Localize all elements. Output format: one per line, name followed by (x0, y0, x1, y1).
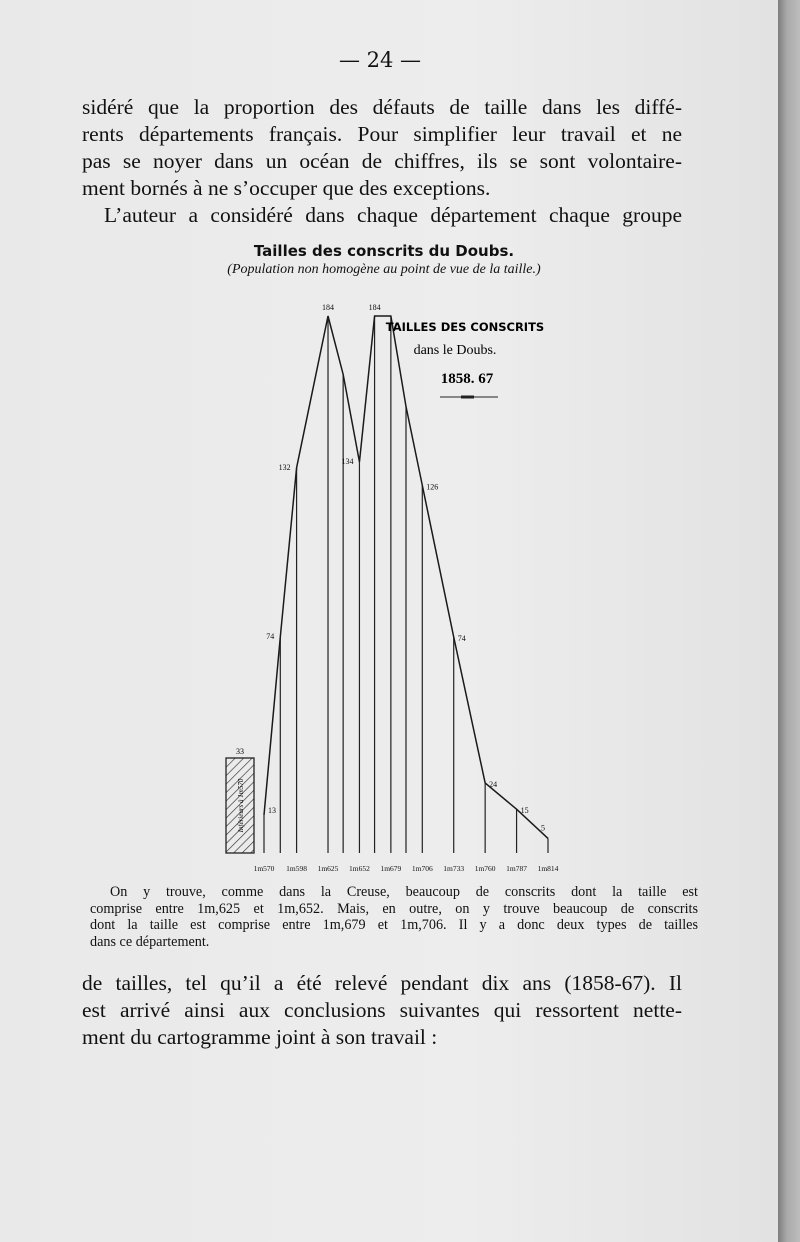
point-label: 132 (278, 462, 291, 472)
x-tick-label: 1m570 (253, 864, 275, 873)
caption-line: dont la taille est comprise entre 1m,679 et 1m,706. Il y a donc deux types de tailles (90, 917, 698, 933)
text-line: sidéré que la proportion des défauts de taille dans les diffé- (82, 95, 682, 119)
point-label: 126 (426, 482, 439, 492)
point-label: 74 (266, 632, 275, 642)
x-tick-label: 1m733 (443, 864, 465, 873)
point-label: 74 (457, 634, 466, 644)
inset-years: 1858. 67 (440, 371, 494, 387)
x-tick-label: 1m625 (317, 864, 339, 873)
text-line: ment bornés à ne s’occuper que des exceptions. (82, 176, 491, 200)
x-tick-label: 1m652 (349, 864, 370, 873)
caption-line: comprise entre 1m,625 et 1m,652. Mais, en outre, on y trouve beaucoup de conscrits (90, 900, 698, 917)
point-label: 13 (268, 806, 276, 816)
x-tick-label: 1m706 (411, 864, 433, 873)
figure-subtitle: (Population non homogène au point de vue de la taille.) (227, 262, 541, 277)
point-label: 24 (489, 779, 498, 789)
point-label: 15 (520, 806, 529, 816)
x-tick-label: 1m598 (286, 864, 308, 873)
figure-title: Tailles des conscrits du Doubs. (253, 242, 515, 260)
vertical-lines (264, 316, 548, 853)
inset-title (386, 320, 544, 399)
point-label: 134 (341, 456, 354, 466)
inset-title-line2: dans le Doubs. (413, 343, 497, 358)
bar-value-label: 33 (236, 747, 244, 756)
x-tick-label: 1m814 (537, 864, 559, 873)
bar-text: Inférieurs à 1m570 (237, 778, 245, 833)
caption-line: dans ce département. (90, 933, 210, 950)
inset-title-line1: TAILLES DES CONSCRITS (385, 320, 545, 334)
caption-line: On y trouve, comme dans la Creuse, beaucoup de conscrits dont la taille est (110, 884, 698, 900)
bottom-paragraph (82, 970, 682, 1051)
text-line: est arrivé ainsi aux conclusions suivantes qui ressortent nette- (82, 998, 682, 1022)
page-number: — 24 — (338, 48, 422, 72)
below-minimum-bar (226, 747, 254, 853)
inset-rule-mark (461, 396, 474, 399)
text-line: pas se noyer dans un océan de chiffres, ils se sont volontaire- (82, 149, 682, 173)
x-tick-labels (254, 864, 559, 873)
x-tick-label: 1m679 (380, 864, 402, 873)
x-tick-label: 1m787 (506, 864, 527, 873)
figure-caption (90, 884, 698, 950)
point-label: 5 (541, 823, 545, 833)
x-tick-label: 1m760 (474, 864, 496, 873)
text-line: ment du cartogramme joint à son travail : (82, 1025, 438, 1049)
text-line: L’auteur a considéré dans chaque département chaque groupe (104, 203, 682, 227)
point-label: 184 (322, 303, 335, 312)
point-label: 184 (368, 303, 381, 312)
text-line: de tailles, tel qu’il a été relevé pendant dix ans (1858-67). Il (82, 971, 682, 995)
text-line: rents départements français. Pour simplifier leur travail et ne (82, 122, 682, 146)
